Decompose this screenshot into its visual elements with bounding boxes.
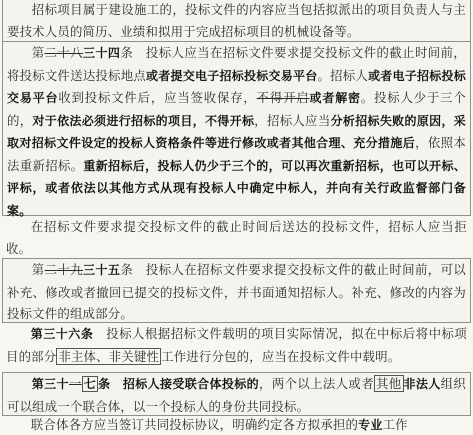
article-text: 组织可以组成一个联合体，以一个投标人的身份共同投标。	[7, 376, 467, 414]
paragraph-late-submission	[2, 216, 471, 260]
inserted-text: 分析招标失败的原因，采取对招标文件设定的投标人资格条件等进行修改或者其他合理、充分措施后	[7, 113, 467, 150]
paragraph-joint-agreement	[2, 414, 471, 435]
paragraph-text: 在招标文件要求提交投标文件的截止时间后送达的投标文件，招标人应当拒收。	[6, 219, 467, 256]
article-text: 。招标人	[317, 67, 369, 83]
inserted-article-number: 七	[83, 377, 97, 391]
article-text: ，两个以上法人或者	[259, 376, 374, 391]
deleted-article-number: 一	[68, 376, 82, 391]
inserted-text: 或者电子招标投标交易平台	[7, 68, 466, 105]
article-37-paragraph	[2, 372, 471, 416]
article-prefix: 第	[31, 45, 45, 60]
inserted-text: 或者提交电子招标投标交易平台	[146, 68, 318, 83]
article-text: 条 投标人在招标文件要求提交投标文件的截止时间前，可以补充、修改或者撤回已提交的投标文件，并书面通知招标人。补充、修改的内容为投标文件的组成部分。	[7, 262, 466, 321]
paragraph-text: 招标项目属于建设施工的，投标文件的内容应当包括拟派出的项目负责人与主要技术人员的简历、业绩和拟用于完成招标项目的机械设备等。	[7, 2, 466, 39]
inserted-text: 非法人	[403, 377, 441, 391]
article-34-paragraph	[2, 41, 471, 216]
inserted-text: 招标人接受联合体投标的	[122, 377, 260, 391]
article-text: ，依照本法重新招标。	[7, 135, 466, 173]
deleted-article-number: 二十九	[44, 262, 84, 277]
article-text: 工作进行分包的，应当在投标文件中载明。	[161, 348, 401, 364]
article-text: 条 投标人应当在招标文件要求提交投标文件的截止时间前，将投标文件送达投标地点	[7, 45, 466, 83]
inserted-text: 专业	[358, 418, 383, 432]
article-prefix: 第	[31, 262, 45, 277]
article-prefix: 第三十	[31, 377, 69, 391]
article-35-paragraph	[2, 258, 471, 323]
deleted-article-number: 二十八	[44, 45, 84, 60]
paragraph-text: 工作	[382, 417, 408, 432]
article-text: ，招标人应当	[254, 112, 331, 128]
article-suffix: 条	[98, 377, 123, 391]
inserted-article-number: 三十五	[83, 263, 121, 277]
paragraph-text: 联合体各方应当签订共同投标协议，明确约定各方拟承担的	[30, 417, 359, 432]
boxed-insertion: 非主体、非关键性	[58, 348, 160, 364]
article-text: 收到投标文件后，应当签收保存，	[58, 90, 257, 105]
inserted-text: 对于依法必须进行招标的项目，不得开标	[32, 113, 255, 128]
article-number: 第三十六条	[30, 327, 94, 341]
article-text: 投标人根据招标文件载明的项目实际情况，拟在中标后将中标项目的部分	[6, 326, 467, 364]
paragraph-machinery	[2, 0, 471, 42]
inserted-text: 或者解密	[309, 91, 361, 105]
boxed-insertion: 其他	[375, 376, 402, 391]
article-text: 。投标人少于三个的，	[7, 90, 466, 128]
inserted-text: 重新招标后，投标人仍少于三个的，可以再次重新招标，也可以开标、评标，或者依法以其他方式从现有投标人中确定中标人，并向有关行政监督部门备案。	[7, 158, 466, 218]
inserted-article-number: 三十四	[83, 46, 121, 60]
deleted-text: 不得开启	[256, 90, 310, 105]
